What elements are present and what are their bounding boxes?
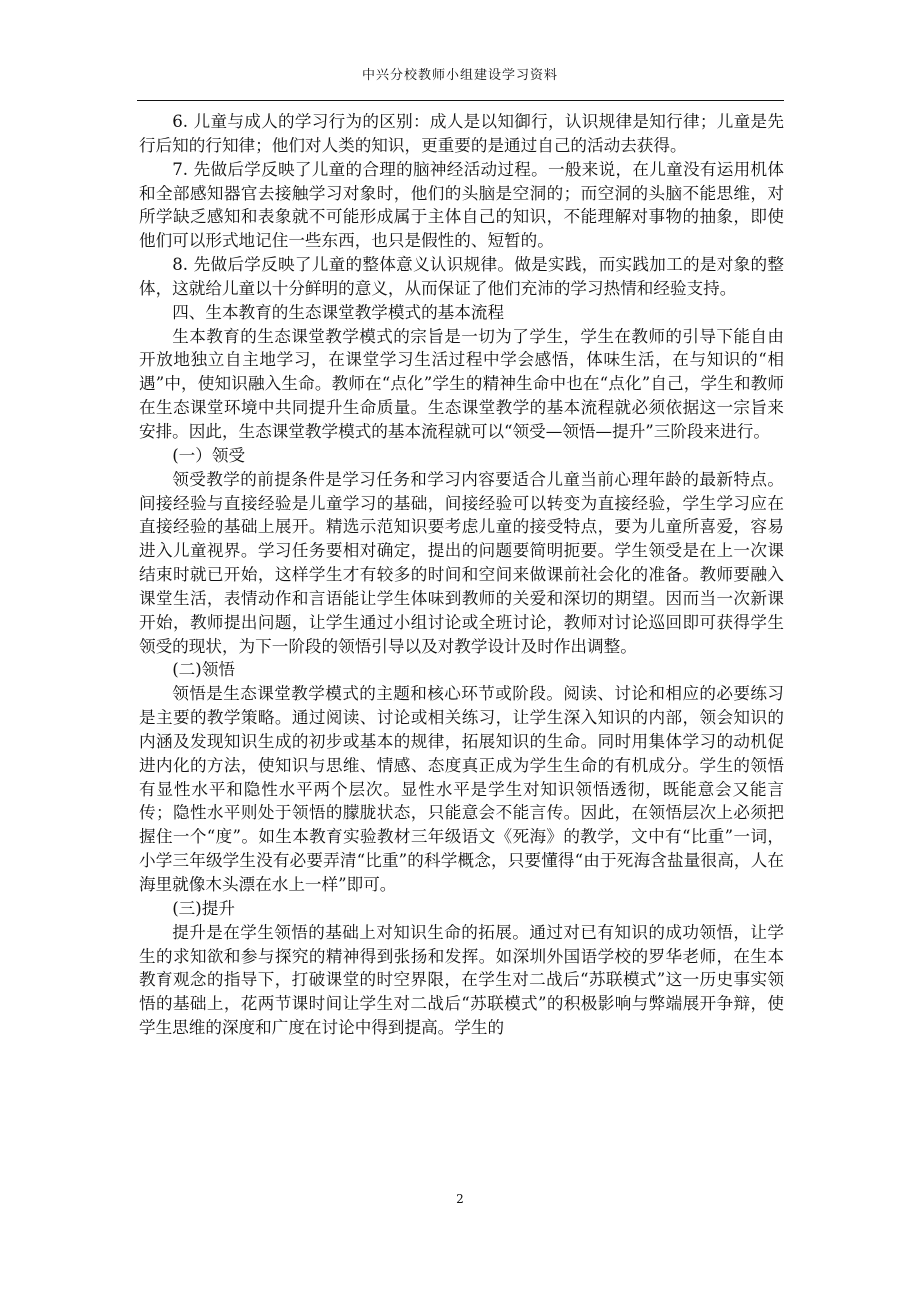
page-number: 2: [456, 1192, 464, 1206]
paragraph-item-8: 8. 先做后学反映了儿童的整体意义认识规律。做是实践，而实践加工的是对象的整体，这就给儿童以十分鲜明的意义，从而保证了他们充沛的学习热情和经验支持。: [139, 255, 784, 298]
paragraph-lingwu: 领悟是生态课堂教学模式的主题和核心环节或阶段。阅读、讨论和相应的必要练习是主要的教学策略。通过阅读、讨论或相关练习，让学生深入知识的内部，领会知识的内涵及发现知识生成的初步或基本的规律，拓展知识的生命。同时用集体学习的动机促进内化的方法，使知识与思维、情感、态度真正成为学生生命的有机成分。学生的领悟有显性水平和隐性水平两个层次。显性水平是学生对知识领悟透彻，既能意会又能言传；隐性水平则处于领悟的朦胧状态，只能意会不能言传。因此，在领悟层次上必须把握住一个“度”。如生本教育实验教材三年级语文《死海》的教学，文中有“比重”一词，小学三年级学生没有必要弄清“比重”的科学概念，只要懂得“由于死海含盐量很高，人在海里就像木头漂在水上一样”即可。: [139, 684, 784, 894]
paragraph-section-intro: 生本教育的生态课堂教学模式的宗旨是一切为了学生，学生在教师的引导下能自由开放地独立自主地学习，在课堂学习生活过程中学会感悟，体味生活，在与知识的“相遇”中，使知识融入生命。教师在“点化”学生的精神生命中也在“点化”自己，学生和教师在生态课堂环境中共同提升生命质量。生态课堂教学的基本流程就必须依据这一宗旨来安排。因此，生态课堂教学模式的基本流程就可以“领受—领悟—提升”三阶段来进行。: [139, 326, 784, 441]
paragraph-lingshou: 领受教学的前提条件是学习任务和学习内容要适合儿童当前心理年龄的最新特点。间接经验与直接经验是儿童学习的基础，间接经验可以转变为直接经验，学生学习应在直接经验的基础上展开。精选示范知识要考虑儿童的接受特点，要为儿童所喜爱，容易进入儿童视界。学习任务要相对确定，提出的问题要简明扼要。学生领受是在上一次课结束时就已开始，这样学生才有较多的时间和空间来做课前社会化的准备。教师要融入课堂生活，表情动作和言语能让学生体味到教师的关爱和深切的期望。因而当一次新课开始，教师提出问题，让学生通过小组讨论或全班讨论，教师对讨论巡回即可获得学生领受的现状，为下一阶段的领悟引导以及对教学设计及时作出调整。: [139, 469, 784, 656]
page-header: 中兴分校教师小组建设学习资料: [361, 68, 558, 83]
subsection-heading-3: (三)提升: [172, 898, 235, 918]
document-body: [139, 110, 784, 1040]
paragraph-item-7: 7. 先做后学反映了儿童的合理的脑神经活动过程。一般来说，在儿童没有运用机体和全部感知器官去接触学习对象时，他们的头脑是空洞的；而空洞的头脑不能思维，对所学缺乏感知和表象就不可能形成属于主体自己的知识，不能理解对事物的抽象，即使他们可以形式地记住一些东西，也只是假性的、短暂的。: [139, 159, 784, 251]
section-heading-4: 四、生本教育的生态课堂教学模式的基本流程: [172, 302, 505, 322]
paragraph-item-6: 6. 儿童与成人的学习行为的区别：成人是以知御行，认识规律是知行律；儿童是先行后知的行知律；他们对人类的知识，更重要的是通过自己的活动去获得。: [139, 112, 784, 155]
header-rule: [137, 100, 784, 101]
subsection-heading-1: (一）领受: [172, 445, 246, 465]
paragraph-tisheng: 提升是在学生领悟的基础上对知识生命的拓展。通过对已有知识的成功领悟，让学生的求知欲和参与探究的精神得到张扬和发挥。如深圳外国语学校的罗华老师，在生本教育观念的指导下，打破课堂的时空界限，在学生对二战后“苏联模式”这一历史事实领悟的基础上，花两节课时间让学生对二战后“苏联模式”的积极影响与弊端展开争辩，使学生思维的深度和广度在讨论中得到提高。学生的: [139, 922, 784, 1038]
subsection-heading-2: (二)领悟: [172, 660, 235, 680]
